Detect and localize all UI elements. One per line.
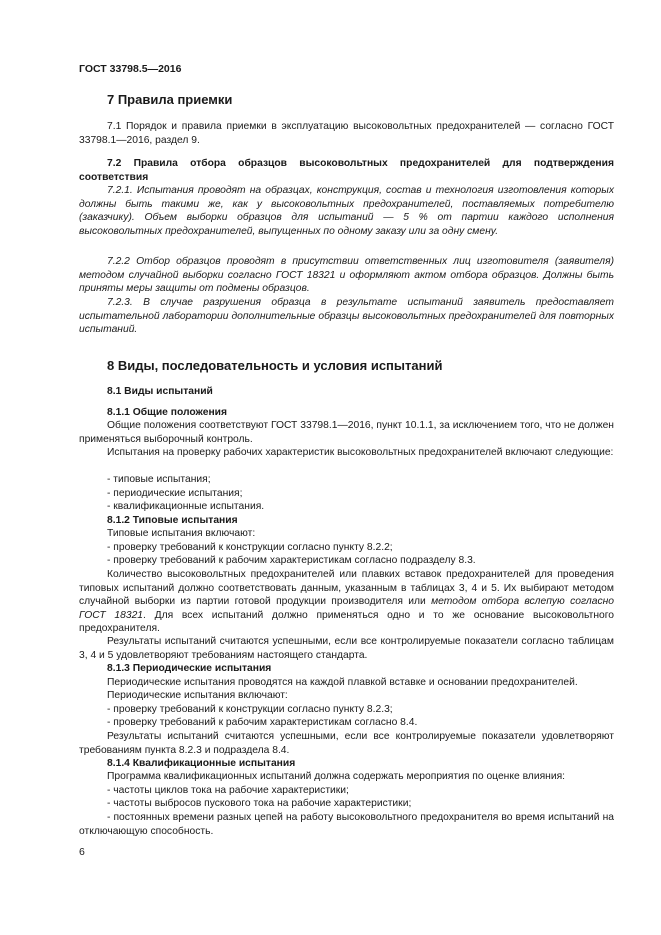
heading-8-1: 8.1 Виды испытаний (107, 386, 213, 397)
para-8-1-2-c: Результаты испытаний считаются успешными, если все контролируемые показатели согласно таблицам 3, 4 и 5 удовлетворяют требованиям настоящего стандарта. (79, 636, 614, 661)
list-item: - периодические испытания; (107, 488, 243, 499)
page-number: 6 (79, 846, 85, 858)
para-7-1: 7.1 Порядок и правила приемки в эксплуатацию высоковольтных предохранителей — согласно ГОСТ 33798.1—2016, раздел 9. (79, 121, 614, 146)
heading-8-1-1: 8.1.1 Общие положения (107, 407, 227, 418)
para-8-1-3-b: Периодические испытания включают: (107, 690, 288, 701)
heading-7-2: 7.2 Правила отбора образцов высоковольтных предохранителей для подтверждения соответствия (79, 158, 614, 183)
heading-8-1-3: 8.1.3 Периодические испытания (107, 663, 272, 674)
section-8-title: 8 Виды, последовательность и условия испытаний (107, 358, 443, 373)
para-8-1-2-a: Типовые испытания включают: (107, 528, 256, 539)
para-8-1-2-b-text-3: . Для всех испытаний должно применяться одно и то же основание высоковольтного предохранителя. (79, 609, 614, 634)
list-item: - частоты циклов тока на рабочие характеристики; (107, 785, 349, 796)
para-8-1-1-a: Общие положения соответствуют ГОСТ 33798.1—2016, пункт 10.1.1, за исключением того, что не должен применяться выборочный контроль. (79, 420, 614, 445)
heading-8-1-4: 8.1.4 Квалификационные испытания (107, 758, 296, 769)
para-7-2-2: 7.2.2 Отбор образцов проводят в присутствии ответственных лиц изготовителя (заявителя) методом случайной выборки согласно ГОСТ 18321 и оформляют актом отбора образцов. Должны быть приняты меры защиты от подмены образцов. (79, 256, 614, 294)
list-item: - проверку требований к конструкции согласно пункту 8.2.2; (107, 542, 393, 553)
document-id: ГОСТ 33798.5—2016 (79, 63, 182, 75)
list-item: - проверку требований к рабочим характеристикам согласно 8.4. (107, 717, 418, 728)
para-8-1-1-b: Испытания на проверку рабочих характеристик высоковольтных предохранителей включают следующие: (107, 447, 614, 458)
para-8-1-2-b (79, 568, 614, 636)
para-8-1-4-a: Программа квалификационных испытаний должна содержать мероприятия по оценке влияния: (107, 771, 566, 782)
list-item: - проверку требований к конструкции согласно пункту 8.2.3; (107, 704, 393, 715)
para-8-1-3-a: Периодические испытания проводятся на каждой плавкой вставке и основании предохранителей. (107, 677, 578, 688)
heading-8-1-2: 8.1.2 Типовые испытания (107, 515, 238, 526)
para-7-2-3: 7.2.3. В случае разрушения образца в результате испытаний заявитель предоставляет испытательной лаборатории дополнительные образцы высоковольтных предохранителей для повторных испытаний. (79, 297, 614, 335)
para-8-1-2-b-italic: методом отбора вслепую согласно ГОСТ 18321 (79, 596, 614, 621)
list-item: - квалификационные испытания. (107, 501, 265, 512)
para-7-2-1: 7.2.1. Испытания проводят на образцах, конструкция, состав и технология изготовления которых должны быть такими же, как у высоковольтных предохранителей, поставляемых потребителю (заказчику). Объем выборки образцов для испытаний — 5 % от партии каждого исполнения высоковольтных предохранителей, выпущенных по одному заказу или за одну смену. (79, 185, 614, 237)
list-item: - проверку требований к рабочим характеристикам согласно подразделу 8.3. (107, 555, 476, 566)
list-item: - типовые испытания; (107, 474, 211, 485)
list-item: - частоты выбросов пускового тока на рабочие характеристики; (107, 798, 412, 809)
section-7-title: 7 Правила приемки (107, 92, 233, 107)
para-8-1-4-last: - постоянных времени разных цепей на работу высоковольтного предохранителя во время испытаний на отключающую способность. (79, 812, 614, 837)
para-8-1-3-c: Результаты испытаний считаются успешными, если все контролируемые показатели удовлетворяют требованиям пункта 8.2.3 и подраздела 8.4. (79, 731, 614, 756)
para-8-1-2-b-text-1: Количество высоковольтных предохранителей или плавких вставок предохранителей для проведения типовых испытаний должно соответствовать данным, указанным в таблицах 3, 4 и 5. Их выбирают методом случайной выборки из партии готовой продукции производителя или (79, 569, 614, 607)
